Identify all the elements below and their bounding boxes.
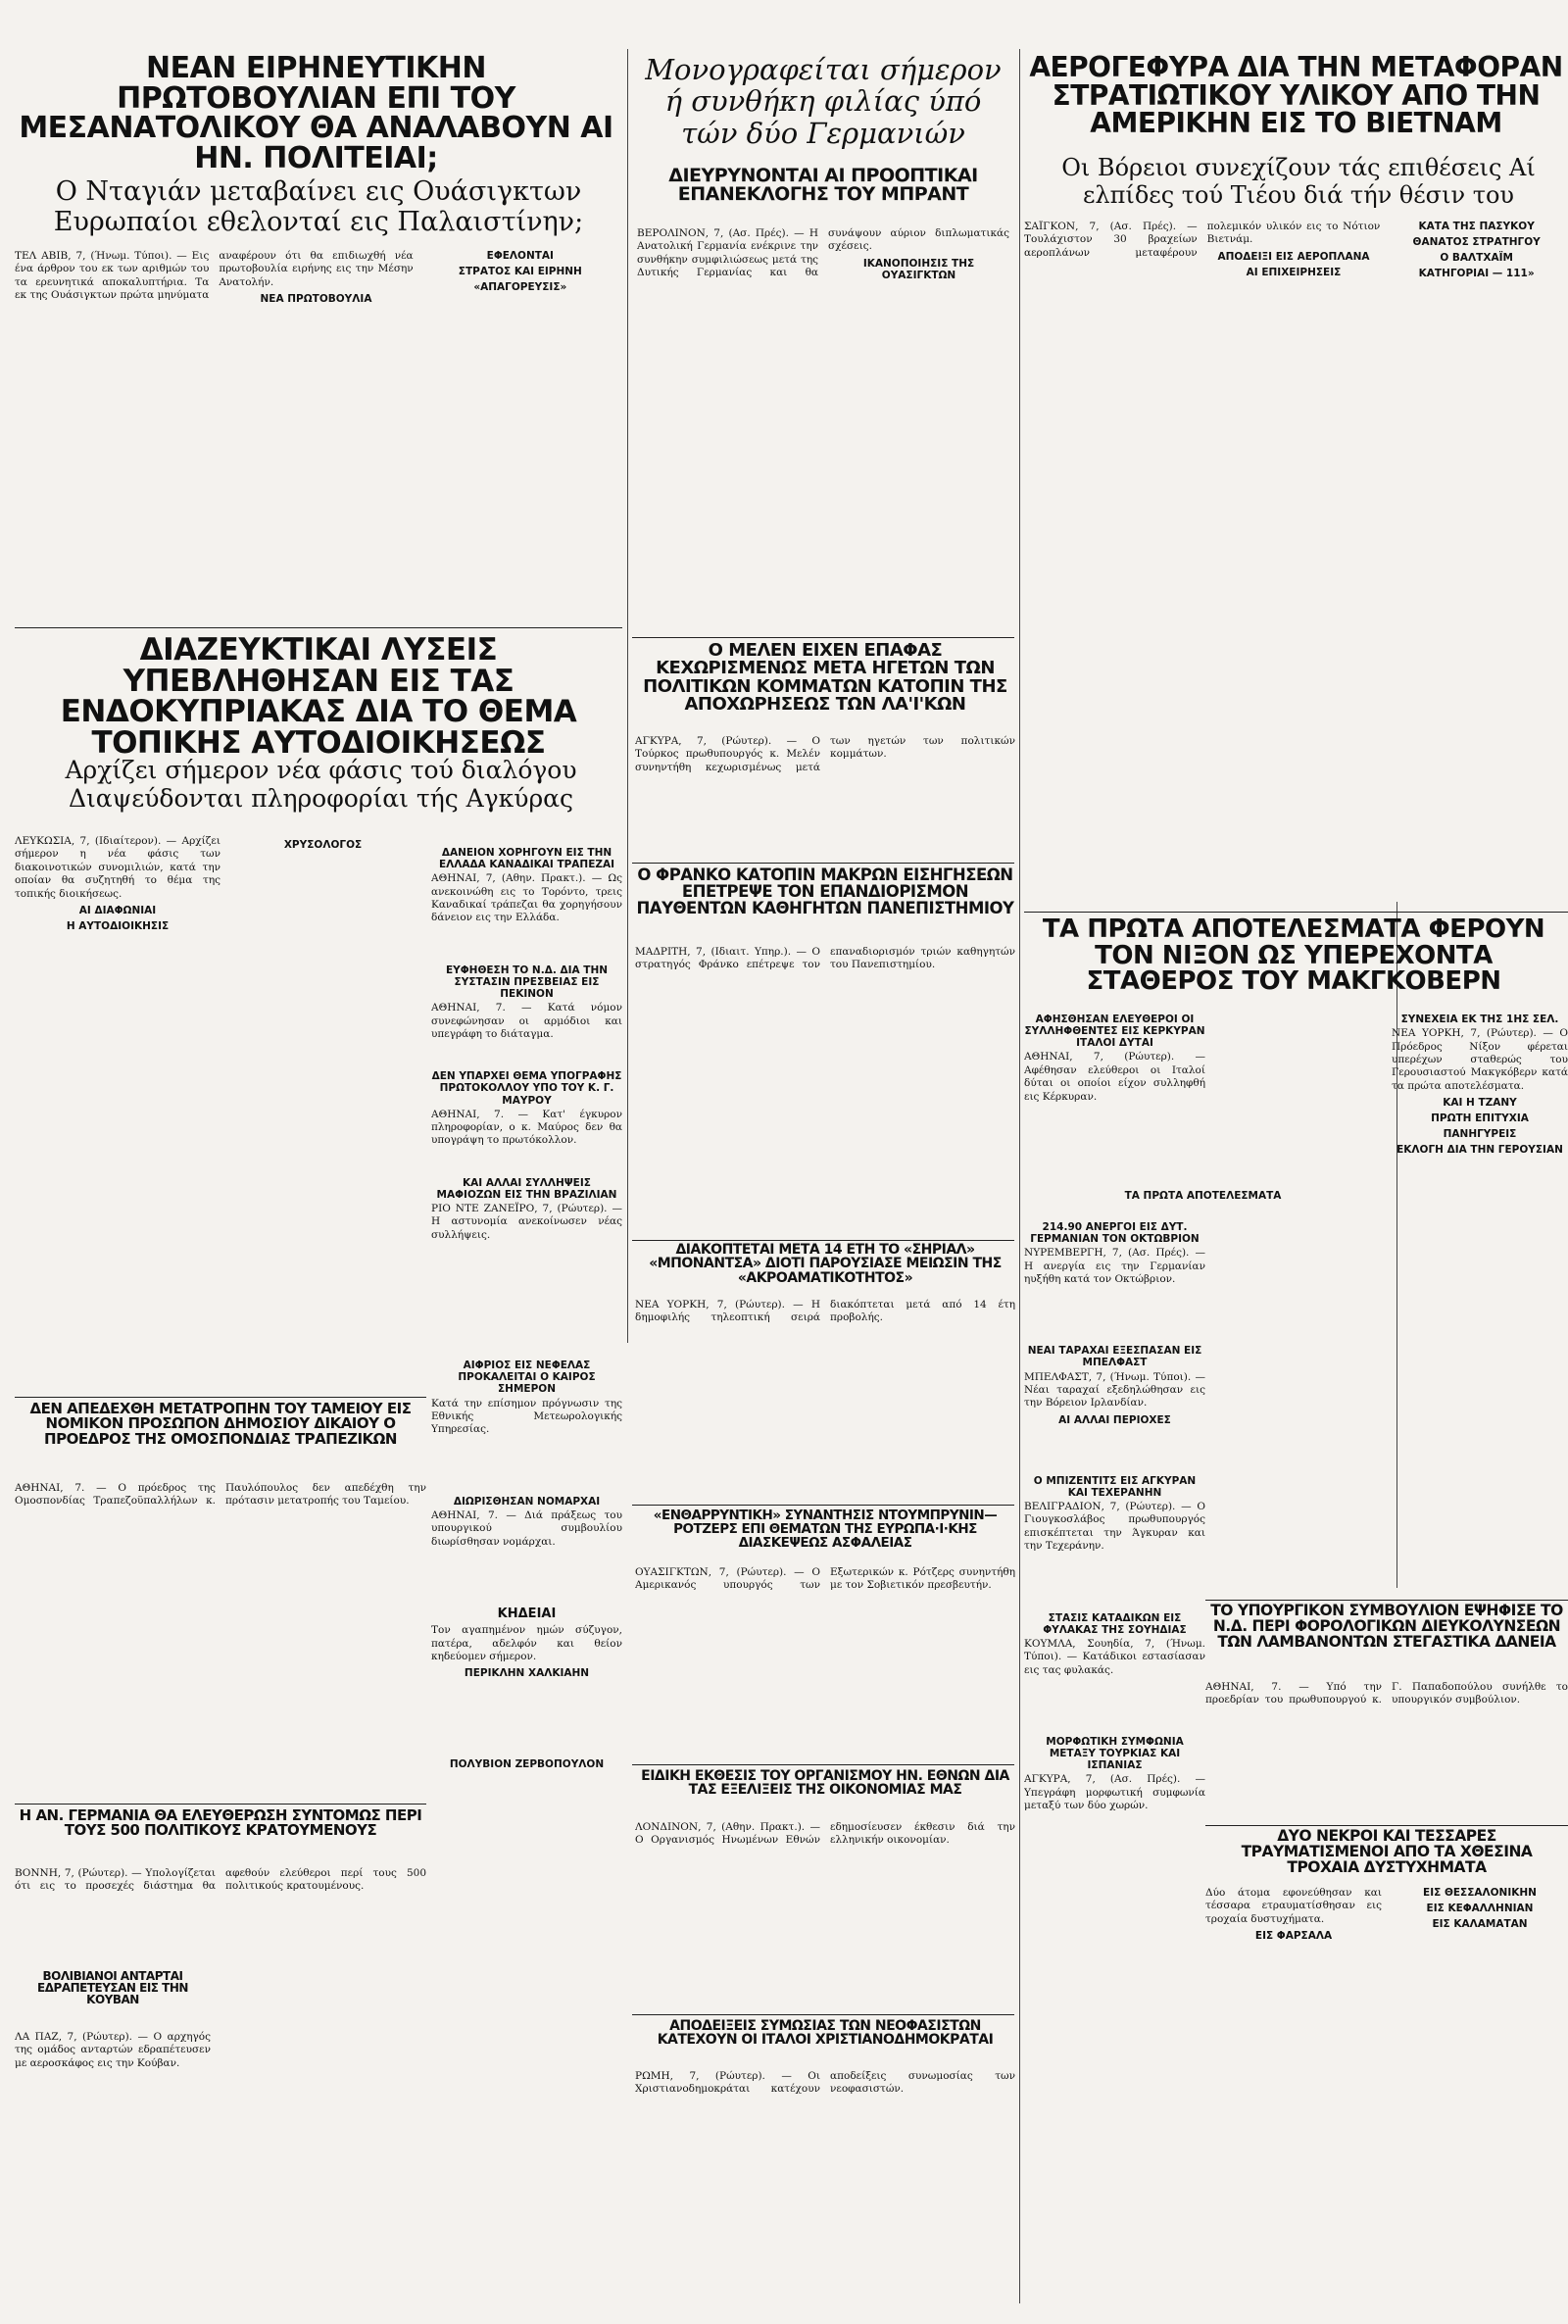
section-rule: [632, 637, 1014, 638]
turkey-spain-headline: ΜΟΡΦΩΤΙΚΗ ΣΥΜΦΩΝΙΑ ΜΕΤΑΞΥ ΤΟΥΡΚΙΑΣ ΚΑΙ ΙΣΠΑΝΙΑΣ: [1046, 1736, 1184, 1772]
belfast-headline: ΝΕΑΙ ΤΑΡΑΧΑΙ ΕΞΕΣΠΑΣΑΝ ΕΙΣ ΜΠΕΛΦΑΣΤ: [1027, 1345, 1202, 1369]
road-accidents-body: Δύο άτομα εφονεύθησαν και τέσσαρα ετραυματίσθησαν εις τροχαία δυστυχήματα.: [1205, 1887, 1382, 1925]
franco-headline: Ο ΦΡΑΝΚΟ ΚΑΤΟΠΙΝ ΜΑΚΡΩΝ ΕΙΣΗΓΗΣΕΩΝ ΕΠΕΤΡΕΨΕ ΤΟΝ ΕΠΑΝΔΙΟΡΙΣΜΟΝ ΠΑΥΘΕΝΤΩΝ ΚΑΘΗΓΗΤΩΝ ΠΑΝΕΠΙΣΤΗΜΙΟΥ: [636, 867, 1014, 917]
election-sub-celebrations: ΠΑΝΗΓΥΡΕΙΣ: [1443, 1128, 1517, 1141]
section-rule: [632, 863, 1014, 864]
franco-headline-block: [635, 867, 1015, 941]
prisoners-headline: Η ΑΝ. ΓΕΡΜΑΝΙΑ ΘΑ ΕΛΕΥΘΕΡΩΣΗ ΣΥΝΤΟΜΩΣ ΠΕΡΙ ΤΟΥΣ 500 ΠΟΛΙΤΙΚΟΥΣ ΚΡΑΤΟΥΜΕΝΟΥΣ: [19, 1808, 422, 1840]
section-rule: [1205, 1825, 1568, 1826]
election-sub-continued: ΣΥΝΕΧΕΙΑ ΕΚ ΤΗΣ 1ΗΣ ΣΕΛ.: [1400, 1014, 1559, 1025]
bonanza-headline-block: [635, 1243, 1015, 1297]
middle-east-body: ΤΕΛ ΑΒΙΒ, 7, (Ήνωμ. Τύποι). — Εις ένα άρθρον του εκ των αριθμών του τα ερευνητικά αποκαλυπτήρια. Τα εκ της Ουάσιγκτων πρώτα μηνύματα αναφέρουν ότι θα επιδιωχθή νέα πρωτοβουλία ειρήνης εις την Μέσην Ανατολήν.: [15, 250, 414, 302]
vietnam-sub-charges: ΚΑΤΗΓΟΡΙΑΙ — 111»: [1418, 268, 1535, 280]
peking-embassy-headline: ΕΥΦΗΘΕΣΗ ΤΟ Ν.Δ. ΔΙΑ ΤΗΝ ΣΥΣΤΑΣΙΝ ΠΡΕΣΒΕΙΑΣ ΕΙΣ ΠΕΚΙΝΟΝ: [445, 964, 609, 1000]
divers-body: ΑΘΗΝΑΙ, 7, (Ρώυτερ). — Αφέθησαν ελεύθεροι οι Ιταλοί δύται οι οποίοι είχον συλληφθή εις Κέρκυραν.: [1024, 1051, 1205, 1103]
election-headline-block: [1019, 916, 1568, 1005]
franco-body: ΜΑΔΡΙΤΗ, 7, (Ιδιαιτ. Υπηρ.). — Ο στρατηγός Φράνκο επέτρεψε τον επαναδιορισμόν τριών καθηγητών του Πανεπιστημίου.: [635, 946, 1015, 971]
cyprus-sub-chrysologos: ΧΡΥΣΟΛΟΓΟΣ: [283, 839, 363, 851]
bolivia-headline-block: [15, 1970, 211, 2029]
germany-treaty-headline-block: [637, 54, 1009, 167]
bonanza-body: ΝΕΑ ΥΟΡΚΗ, 7, (Ρώυτερ). — Η δημοφιλής τηλεοπτική σειρά διακόπτεται μετά από 14 έτη προβολής.: [635, 1299, 1015, 1324]
cyprus-sub-disagreements: ΑΙ ΔΙΑΦΩΝΙΑΙ: [78, 905, 157, 917]
security-conference-article: [635, 1566, 1015, 1753]
peking-embassy-body: ΑΘΗΝΑΙ, 7. — Κατά νόμον συνεφώνησαν οι αρμόδιοι και υπεγράφη το διάταγμα.: [431, 1002, 622, 1040]
election-sub-senate: ΕΚΛΟΓΗ ΔΙΑ ΤΗΝ ΓΕΡΟΥΣΙΑΝ: [1396, 1144, 1563, 1157]
road-sub-farsala: ΕΙΣ ΦΑΡΣΑΛΑ: [1254, 1930, 1333, 1943]
election-sub-first-results: ΤΑ ΠΡΩΤΑ ΑΠΟΤΕΛΕΣΜΑΤΑ: [1124, 1190, 1282, 1202]
cyprus-body: ΛΕΥΚΩΣΙΑ, 7, (Ιδιαίτερον). — Αρχίζει σήμερον η νέα φάσις των διακοινοτικών συνομιλιών, κατά την οποίαν θα συζητηθή το θέμα της τοπικής διοικήσεως.: [15, 835, 220, 900]
meleen-article: [635, 735, 1015, 853]
funerals-headline: ΚΗΔΕΙΑΙ: [497, 1607, 557, 1622]
road-accidents-article: [1205, 1887, 1568, 2318]
mavros-headline: ΔΕΝ ΥΠΑΡΧΕΙ ΘΕΜΑ ΥΠΟΓΡΑΦΗΣ ΠΡΩΤΟΚΟΛΛΟΥ ΥΠΟ ΤΟΥ Κ. Γ. ΜΑΥΡΟΥ: [431, 1070, 622, 1107]
neofascist-body: ΡΩΜΗ, 7, (Ρώυτερ). — Οι Χριστιανοδημοκράται κατέχουν αποδείξεις συνωμοσίας των νεοφασιστών.: [635, 2070, 1015, 2096]
security-conference-body: ΟΥΑΣΙΓΚΤΩΝ, 7, (Ρώυτερ). — Ο Αμερικανός υπουργός των Εξωτερικών κ. Ρότζερς συνηντήθη με τον Σοβιετικόν πρεσβευτήν.: [635, 1566, 1015, 1592]
section-rule: [15, 627, 622, 628]
middle-east-sub-volunteers: ΕΦΕΛΟΝΤΑΙ: [486, 250, 554, 262]
middle-east-sub-army-peace: ΣΤΡΑΤΟΣ ΚΑΙ ΕΙΡΗΝΗ: [458, 266, 582, 278]
brandt-reelection-headline: ΔΙΕΥΡΥΝΟΝΤΑΙ ΑΙ ΠΡΟΟΠΤΙΚΑΙ ΕΠΑΝΕΚΛΟΓΗΣ ΤΟΥ ΜΠΡΑΝΤ: [668, 167, 978, 206]
germany-treaty-headline: Μονογραφείται σήμερον ή συνθήκη φιλίας ύπό τών δύο Γερμανιών: [645, 54, 1002, 150]
middle-east-headline: ΝΕΑΝ ΕΙΡΗΝΕΥΤΙΚΗΝ ΠΡΩΤΟΒΟΥΛΙΑΝ ΕΠΙ ΤΟΥ ΜΕΣΑΝΑΤΟΛΙΚΟΥ ΘΑ ΑΝΑΛΑΒΟΥΝ ΑΙ ΗΝ. ΠΟΛΙΤΕΙΑΙ;: [19, 54, 613, 175]
vietnam-sub-operations: ΑΙ ΕΠΙΧΕΙΡΗΣΕΙΣ: [1246, 266, 1342, 278]
funerals-body: Τον αγαπημένον ημών σύζυγον, πατέρα, αδελφόν και θείον κηδεύομεν σήμερον.: [431, 1624, 622, 1662]
bolivia-body: ΛΑ ΠΑΖ, 7, (Ρώυτερ). — Ο αρχηγός της ομάδος ανταρτών εδραπέτευσεν με αεροσκάφος εις την Κούβαν.: [15, 2031, 211, 2069]
weather-headline: ΑΙΦΡΙΟΣ ΕΙΣ ΝΕΦΕΛΑΣ ΠΡΟΚΑΛΕΙΤΑΙ Ο ΚΑΙΡΟΣ ΣΗΜΕΡΟΝ: [458, 1360, 596, 1396]
security-conference-headline-block: [635, 1509, 1015, 1563]
loan-headline: ΔΑΝΕΙΟΝ ΧΟΡΗΓΟΥΝ ΕΙΣ ΤΗΝ ΕΛΛΑΔΑ ΚΑΝΑΔΙΚΑΙ ΤΡΑΠΕΖΑΙ: [438, 847, 615, 871]
tax-relief-article: [1205, 1681, 1568, 1818]
germany-treaty-article: [637, 227, 1009, 521]
section-rule: [15, 1397, 426, 1398]
tax-relief-headline: ΤΟ ΥΠΟΥΡΓΙΚΟΝ ΣΥΜΒΟΥΛΙΟΝ ΕΨΗΦΙΣΕ ΤΟ Ν.Δ. ΠΕΡΙ ΦΟΡΟΛΟΓΙΚΩΝ ΔΙΕΥΚΟΛΥΝΣΕΩΝ ΤΩΝ ΛΑΜΒΑΝΟΝΤΩΝ ΣΤΕΓΑΣΤΙΚΑ ΔΑΝΕΙΑ: [1210, 1604, 1563, 1651]
un-report-headline: ΕΙΔΙΚΗ ΕΚΘΕΣΙΣ ΤΟΥ ΟΡΓΑΝΙΣΜΟΥ ΗΝ. ΕΘΝΩΝ ΔΙΑ ΤΑΣ ΕΞΕΛΙΞΕΙΣ ΤΗΣ ΟΙΚΟΝΟΜΙΑΣ ΜΑΣ: [641, 1769, 1009, 1799]
security-conference-headline: «ΕΝΘΑΡΡΥΝΤΙΚΗ» ΣΥΝΑΝΤΗΣΙΣ ΝΤΟΥΜΠΡΥΝΙΝ—ΡΟΤΖΕΡΣ ΕΠΙ ΘΕΜΑΤΩΝ ΤΗΣ ΕΥΡΩΠΑ·Ι·ΚΗΣ ΔΙΑΣΚΕΨΕΩΣ ΑΣΦΑΛΕΙΑΣ: [653, 1509, 998, 1551]
unemployed-headline: 214.90 ΑΝΕΡΓΟΙ ΕΙΣ ΔΥΤ. ΓΕΡΜΑΝΙΑΝ ΤΟΝ ΟΚΤΩΒΡΙΟΝ: [1030, 1220, 1200, 1245]
neofascist-headline-block: [635, 2019, 1015, 2068]
election-sub-first-success: ΠΡΩΤΗ ΕΠΙΤΥΧΙΑ: [1431, 1113, 1529, 1125]
vietnam-sub-general-death: ΘΑΝΑΤΟΣ ΣΤΡΑΤΗΓΟΥ: [1412, 236, 1541, 249]
road-sub-kalamata: ΕΙΣ ΚΑΛΑΜΑΤΑΝ: [1432, 1918, 1528, 1931]
cyprus-article-cont: [227, 835, 418, 1384]
funeral-name: ΠΕΡΙΚΛΗΝ ΧΑΛΚΙΑΗΝ: [464, 1667, 590, 1680]
bijedic-body: ΒΕΛΙΓΡΑΔΙΟΝ, 7, (Ρώυτερ). — Ο Γιουγκοσλάβος πρωθυπουργός επισκέπτεται την Άγκυραν και την Τεχεράνην.: [1024, 1501, 1205, 1553]
section-rule: [632, 1240, 1014, 1241]
belfast-sub-other-areas: ΑΙ ΑΛΛΑΙ ΠΕΡΙΟΧΕΣ: [1058, 1413, 1171, 1426]
road-sub-thessaloniki: ΕΙΣ ΘΕΣΣΑΛΟΝΙΚΗΝ: [1423, 1887, 1537, 1899]
bolivia-headline: ΒΟΛΙΒΙΑΝΟΙ ΑΝΤΑΡΤΑΙ ΕΔΡΑΠΕΤΕΥΣΑΝ ΕΙΣ ΤΗΝ ΚΟΥΒΑΝ: [37, 1970, 188, 2007]
section-rule: [15, 1804, 426, 1805]
right-briefs-column: [1024, 1010, 1205, 2313]
election-body: ΝΕΑ ΥΟΡΚΗ, 7, (Ρώυτερ). — Ο Πρόεδρος Νίξον φέρεται υπερέχων σταθερώς του Γερουσιαστού Μακγκόβερν κατά τα πρώτα αποτελέσματα.: [1392, 1027, 1568, 1092]
road-sub-kefallinia: ΕΙΣ ΚΕΦΑΛΛΗΝΙΑΝ: [1426, 1903, 1534, 1915]
section-rule: [1024, 912, 1568, 913]
sweden-prison-headline: ΣΤΑΣΙΣ ΚΑΤΑΔΙΚΩΝ ΕΙΣ ΦΥΛΑΚΑΣ ΤΗΣ ΣΟΥΗΔΙΑΣ: [1043, 1611, 1187, 1636]
middle-east-headline-block: [15, 54, 617, 191]
road-accidents-headline: ΔΥΟ ΝΕΚΡΟΙ ΚΑΙ ΤΕΣΣΑΡΕΣ ΤΡΑΥΜΑΤΙΣΜΕΝΟΙ ΑΠΟ ΤΑ ΧΘΕΣΙΝΑ ΤΡΟΧΑΙΑ ΔΥΣΤΥΧΗΜΑΤΑ: [1241, 1829, 1533, 1876]
bonanza-article: [635, 1299, 1015, 1495]
vietnam-article: [1024, 221, 1563, 897]
middle-east-deck-block: [44, 176, 593, 245]
briefs-column: [431, 843, 622, 2313]
bank-fund-headline-block: [15, 1402, 426, 1480]
middle-east-deck: Ο Νταγιάν μεταβαίνει εις Ουάσιγκτων Ευρωπαίοι εθελονταί εις Παλαιστίνην;: [53, 176, 584, 238]
cyprus-deck: Αρχίζει σήμερον νέα φάσις τού διαλόγου Διαψεύδονται πληροφορίαι τής Αγκύρας: [65, 757, 577, 813]
election-headline: ΤΑ ΠΡΩΤΑ ΑΠΟΤΕΛΕΣΜΑΤΑ ΦΕΡΟΥΝ ΤΟΝ ΝΙΞΟΝ ΩΣ ΥΠΕΡΕΧΟΝΤΑ ΣΤΑΘΕΡΟΣ ΤΟΥ ΜΑΚΓΚΟΒΕΡΝ: [1042, 916, 1545, 997]
vietnam-airlift-headline: ΑΕΡΟΓΕΦΥΡΑ ΔΙΑ ΤΗΝ ΜΕΤΑΦΟΡΑΝ ΣΤΡΑΤΙΩΤΙΚΟΥ ΥΛΙΚΟΥ ΑΠΟ ΤΗΝ ΑΜΕΡΙΚΗΝ ΕΙΣ ΤΟ ΒΙΕΤΝΑΜ: [1029, 54, 1563, 140]
road-accidents-headline-block: [1205, 1829, 1568, 1883]
mavros-body: ΑΘΗΝΑΙ, 7. — Κατ' έγκυρον πληροφορίαν, ο κ. Μαύρος δεν θα υπογράψη το πρωτόκολλον.: [431, 1108, 622, 1147]
bank-fund-body: ΑΘΗΝΑΙ, 7. — Ο πρόεδρος της Ομοσπονδίας Τραπεζοϋπαλλήλων κ. Παυλόπουλος δεν απεδέχθη την πρότασιν μετατροπής του Ταμείου.: [15, 1482, 426, 1508]
neofascist-article: [635, 2070, 1015, 2315]
election-sub-tzany: ΚΑΙ Η ΤΖΑΝΥ: [1443, 1097, 1517, 1110]
neofascist-headline: ΑΠΟΔΕΙΞΕΙΣ ΣΥΜΩΣΙΑΣ ΤΩΝ ΝΕΟΦΑΣΙΣΤΩΝ ΚΑΤΕΧΟΥΝ ΟΙ ΙΤΑΛΟΙ ΧΡΙΣΤΙΑΝΟΔΗΜΟΚΡΑΤΑΙ: [657, 2019, 994, 2049]
vietnam-body: ΣΑΪΓΚΟΝ, 7, (Ασ. Πρές). — Τουλάχιστον 30 βραχείων αεροπλάνων μεταφέρουν πολεμικόν υλικόν εις το Νότιον Βιετνάμ.: [1024, 221, 1381, 259]
vietnam-airlift-headline-block: [1024, 54, 1568, 157]
section-rule: [632, 1505, 1014, 1506]
bolivia-article: [15, 2031, 211, 2315]
vietnam-sub-pasykou: ΚΑΤΑ ΤΗΣ ΠΑΣΥΚΟΥ: [1418, 221, 1535, 232]
brazil-mafia-body: ΡΙΟ ΝΤΕ ΖΑΝΕΪΡΟ, 7, (Ρώυτερ). — Η αστυνομία ανεκοίνωσεν νέας συλλήψεις.: [431, 1203, 622, 1241]
unemployed-body: ΝΥΡΕΜΒΕΡΓΗ, 7, (Ασ. Πρές). — Η ανεργία εις την Γερμανίαν ηυξήθη κατά τον Οκτώβριον.: [1024, 1247, 1205, 1285]
brazil-mafia-headline: ΚΑΙ ΑΛΛΑΙ ΣΥΛΛΗΨΕΙΣ ΜΑΦΙΟΖΩΝ ΕΙΣ ΤΗΝ ΒΡΑΖΙΛΙΑΝ: [436, 1176, 617, 1201]
sweden-prison-body: ΚΟΥΜΛΑ, Σουηδία, 7, (Ήνωμ. Τύποι). — Κατάδικοι εστασίασαν εις τας φυλακάς.: [1024, 1637, 1205, 1676]
middle-east-sub-new-initiative: ΝΕΑ ΠΡΩΤΟΒΟΥΛΙΑ: [260, 293, 372, 306]
tax-relief-body: ΑΘΗΝΑΙ, 7. — Υπό την προεδρίαν του πρωθυπουργού κ. Γ. Παπαδοπούλου συνήλθε το υπουργικόν συμβούλιον.: [1205, 1681, 1568, 1706]
germany-sub-washington: ΙΚΑΝΟΠΟΙΗΣΙΣ ΤΗΣ ΟΥΑΣΙΓΚΤΩΝ: [862, 257, 975, 281]
section-rule: [632, 2014, 1014, 2015]
belfast-body: ΜΠΕΛΦΑΣΤ, 7, (Ήνωμ. Τύποι). — Νέαι ταραχαί εξεδηλώθησαν εις την Βόρειον Ιρλανδίαν.: [1024, 1370, 1205, 1409]
franco-article: [635, 946, 1015, 1240]
un-report-body: ΛΟΝΔΙΝΟΝ, 7, (Αθην. Πρακτ.). — Ο Οργανισμός Ηνωμένων Εθνών εδημοσίευσεν έκθεσιν διά την ελληνικήν οικονομίαν.: [635, 1821, 1015, 1847]
bank-fund-article: [15, 1482, 426, 1796]
vietnam-deck: Οι Βόρειοι συνεχίζουν τάς επιθέσεις Αί ελπίδες τού Τιέου διά τήν θέσιν του: [1061, 155, 1536, 209]
meleen-body: ΑΓΚΥΡΑ, 7, (Ρώυτερ). — Ο Τούρκος πρωθυπουργός κ. Μελέν συνηντήθη κεχωρισμένως μετά των ηγετών των πολιτικών κομμάτων.: [635, 735, 1015, 773]
meleen-headline-block: [635, 642, 1015, 730]
un-report-headline-block: [635, 1769, 1015, 1818]
prisoners-headline-block: [15, 1808, 426, 1862]
prisoners-body: ΒΟΝΝΗ, 7, (Ρώυτερ). — Υπολογίζεται ότι εις το προσεχές διάστημα θα αφεθούν ελεύθεροι περί τους 500 πολιτικούς κρατουμένους.: [15, 1867, 426, 1893]
tax-relief-headline-block: [1205, 1604, 1568, 1677]
prefects-headline: ΔΙΩΡΙΣΘΗΣΑΝ ΝΟΜΑΡΧΑΙ: [453, 1495, 601, 1508]
column-rule: [627, 49, 628, 1343]
cyprus-deck-block: [39, 757, 603, 830]
cyprus-headline-block: [15, 635, 622, 758]
weather-body: Κατά την επίσημον πρόγνωσιν της Εθνικής Μετεωρολογικής Υπηρεσίας.: [431, 1397, 622, 1436]
turkey-spain-body: ΑΓΚΥΡΑ, 7, (Ασ. Πρές). — Υπεγράφη μορφωτική συμφωνία μεταξύ των δύο χωρών.: [1024, 1773, 1205, 1812]
cyprus-headline: ΔΙΑΖΕΥΚΤΙΚΑΙ ΛΥΣΕΙΣ ΥΠΕΒΛΗΘΗΣΑΝ ΕΙΣ ΤΑΣ ΕΝΔΟΚΥΠΡΙΑΚΑΣ ΔΙΑ ΤΟ ΘΕΜΑ ΤΟΠΙΚΗΣ ΑΥΤΟΔΙΟΙΚΗΣΕΩΣ: [60, 635, 577, 758]
un-report-article: [635, 1821, 1015, 2007]
loan-body: ΑΘΗΝΑΙ, 7, (Αθην. Πρακτ.). — Ως ανεκοινώθη εις το Τορόντο, τρεις Καναδικαί τράπεζαι θα χορηγήσουν δάνειον εις την Ελλάδα.: [431, 872, 622, 924]
middle-east-article: [15, 250, 617, 573]
vietnam-deck-block: [1029, 155, 1568, 214]
middle-east-sub-ban: «ΑΠΑΓΟΡΕΥΣΙΣ»: [473, 281, 567, 294]
bijedic-headline: Ο ΜΠΙΖΕΝΤΙΤΣ ΕΙΣ ΑΓΚΥΡΑΝ ΚΑΙ ΤΕΧΕΡΑΝΗΝ: [1033, 1474, 1197, 1499]
prefects-body: ΑΘΗΝΑΙ, 7. — Διά πράξεως του υπουργικού συμβουλίου διωρίσθησαν νομάρχαι.: [431, 1508, 622, 1548]
meleen-headline: Ο ΜΕΛΕΝ ΕΙΧΕΝ ΕΠΑΦΑΣ ΚΕΧΩΡΙΣΜΕΝΩΣ ΜΕΤΑ ΗΓΕΤΩΝ ΤΩΝ ΠΟΛΙΤΙΚΩΝ ΚΟΜΜΑΤΩΝ ΚΑΤΟΠΙΝ ΤΗΣ ΑΠΟΧΩΡΗΣΕΩΣ ΤΩΝ ΛΑ'Ι'ΚΩΝ: [643, 642, 1007, 716]
column-rule: [1019, 49, 1020, 2303]
vietnam-sub-airplanes: ΑΠΟΔΕΙΞΙ ΕΙΣ ΑΕΡΟΠΛΑΝΑ: [1217, 250, 1370, 263]
brandt-reelection-headline-block: [647, 167, 1000, 225]
bank-fund-headline: ΔΕΝ ΑΠΕΔΕΧΘΗ ΜΕΤΑΤΡΟΠΗΝ ΤΟΥ ΤΑΜΕΙΟΥ ΕΙΣ ΝΟΜΙΚΟΝ ΠΡΟΣΩΠΟΝ ΔΗΜΟΣΙΟΥ ΔΙΚΑΙΟΥ Ο ΠΡΟΕΔΡΟΣ ΤΗΣ ΟΜΟΣΠΟΝΔΙΑΣ ΤΡΑΠΕΖΙΚΩΝ: [29, 1402, 412, 1448]
bonanza-headline: ΔΙΑΚΟΠΤΕΤΑΙ ΜΕΤΑ 14 ΕΤΗ ΤΟ «ΣΗΡΙΑΛ» «ΜΠΟΝΑΝΤΣΑ» ΔΙΟΤΙ ΠΑΡΟΥΣΙΑΣΕ ΜΕΙΩΣΙΝ ΤΗΣ «ΑΚΡΟΑΜΑΤΙΚΟΤΗΤΟΣ»: [649, 1243, 1002, 1286]
vietnam-sub-waldheim: Ο ΒΑΛΤΧΑΪΜ: [1440, 252, 1513, 265]
funeral-name-2: ΠΟΛΥΒΙΟΝ ΖΕΡΒΟΠΟΥΛΟΝ: [449, 1757, 605, 1770]
cyprus-sub-self-government: Η ΑΥΤΟΔΙΟΙΚΗΣΙΣ: [66, 920, 170, 933]
divers-headline: ΑΦΗΣΘΗΣΑΝ ΕΛΕΥΘΕΡΟΙ ΟΙ ΣΥΛΛΗΦΘΕΝΤΕΣ ΕΙΣ ΚΕΡΚΥΡΑΝ ΙΤΑΛΟΙ ΔΥΤΑΙ: [1024, 1014, 1205, 1050]
section-rule: [632, 1764, 1014, 1765]
germany-treaty-body: ΒΕΡΟΛΙΝΟΝ, 7, (Ασ. Πρές). — Η Ανατολική Γερμανία ενέκρινε την συνθήκην συμφιλιώσεως μετά της Δυτικής Γερμανίας και θα συνάψουν αύριον διπλωματικάς σχέσεις.: [637, 227, 1009, 279]
section-rule: [1205, 1600, 1568, 1601]
cyprus-article: [15, 835, 220, 1384]
